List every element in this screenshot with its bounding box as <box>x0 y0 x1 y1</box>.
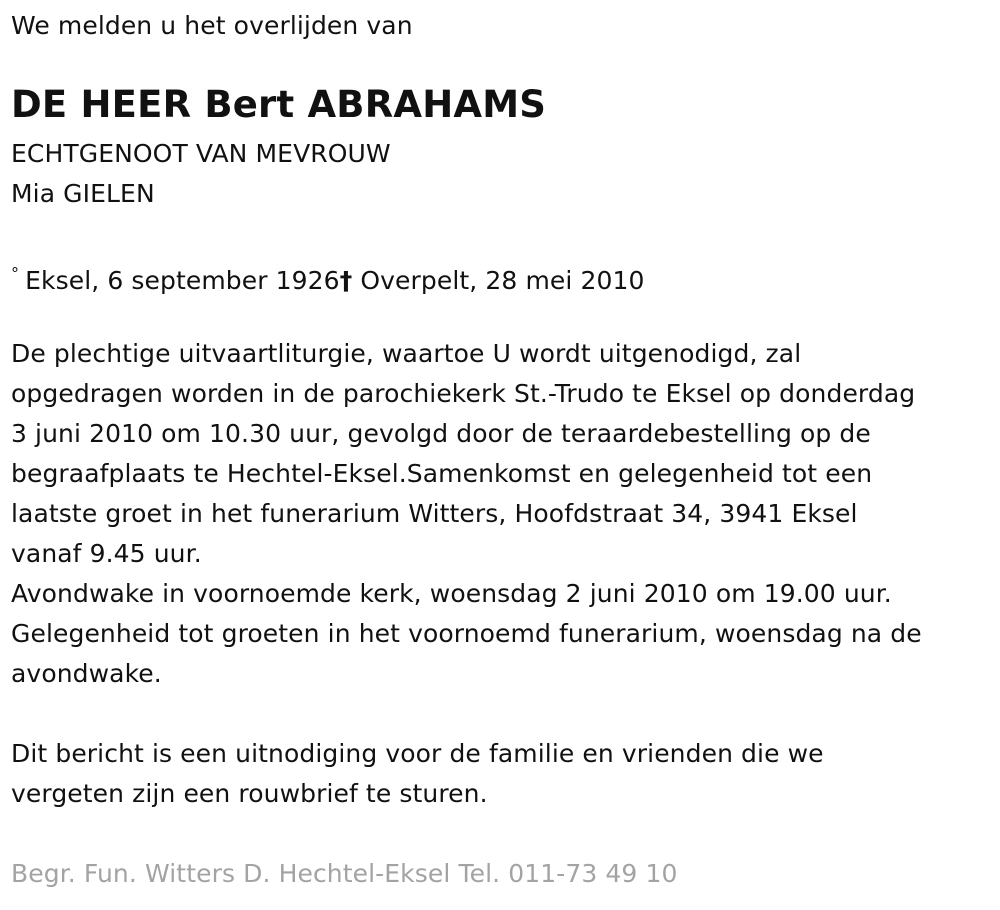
body-line: avondwake. <box>11 659 162 688</box>
funeral-home-footer: Begr. Fun. Witters D. Hechtel-Eksel Tel. 011-73 49 10 <box>11 859 678 888</box>
spouse-name: Mia GIELEN <box>11 179 155 208</box>
cross-icon: † <box>339 266 353 295</box>
death-date: Overpelt, 28 mei 2010 <box>352 266 645 295</box>
funeral-details <box>11 334 922 694</box>
note-line: vergeten zijn een rouwbrief te sturen. <box>11 779 488 808</box>
note-line: Dit bericht is een uitnodiging voor de familie en vrienden die we <box>11 739 824 768</box>
birth-date: Eksel, 6 september 1926 <box>25 266 340 295</box>
birth-symbol: ° <box>11 264 20 283</box>
body-line: vanaf 9.45 uur. <box>11 539 202 568</box>
intro-text: We melden u het overlijden van <box>11 11 413 40</box>
deceased-name: DE HEER Bert ABRAHAMS <box>11 83 547 126</box>
birth-death-dates <box>11 254 645 301</box>
body-line: Avondwake in voornoemde kerk, woensdag 2 juni 2010 om 19.00 uur. <box>11 579 892 608</box>
body-line: laatste groet in het funerarium Witters, Hoofdstraat 34, 3941 Eksel <box>11 499 858 528</box>
spouse-title: ECHTGENOOT VAN MEVROUW <box>11 139 391 168</box>
body-line: begraafplaats te Hechtel-Eksel.Samenkomst en gelegenheid tot een <box>11 459 873 488</box>
body-line: Gelegenheid tot groeten in het voornoemd funerarium, woensdag na de <box>11 619 922 648</box>
body-line: De plechtige uitvaartliturgie, waartoe U wordt uitgenodigd, zal <box>11 339 802 368</box>
body-line: opgedragen worden in de parochiekerk St.-Trudo te Eksel op donderdag <box>11 379 916 408</box>
spouse-block <box>11 134 391 214</box>
body-line: 3 juni 2010 om 10.30 uur, gevolgd door de teraardebestelling op de <box>11 419 871 448</box>
invitation-note <box>11 734 824 814</box>
